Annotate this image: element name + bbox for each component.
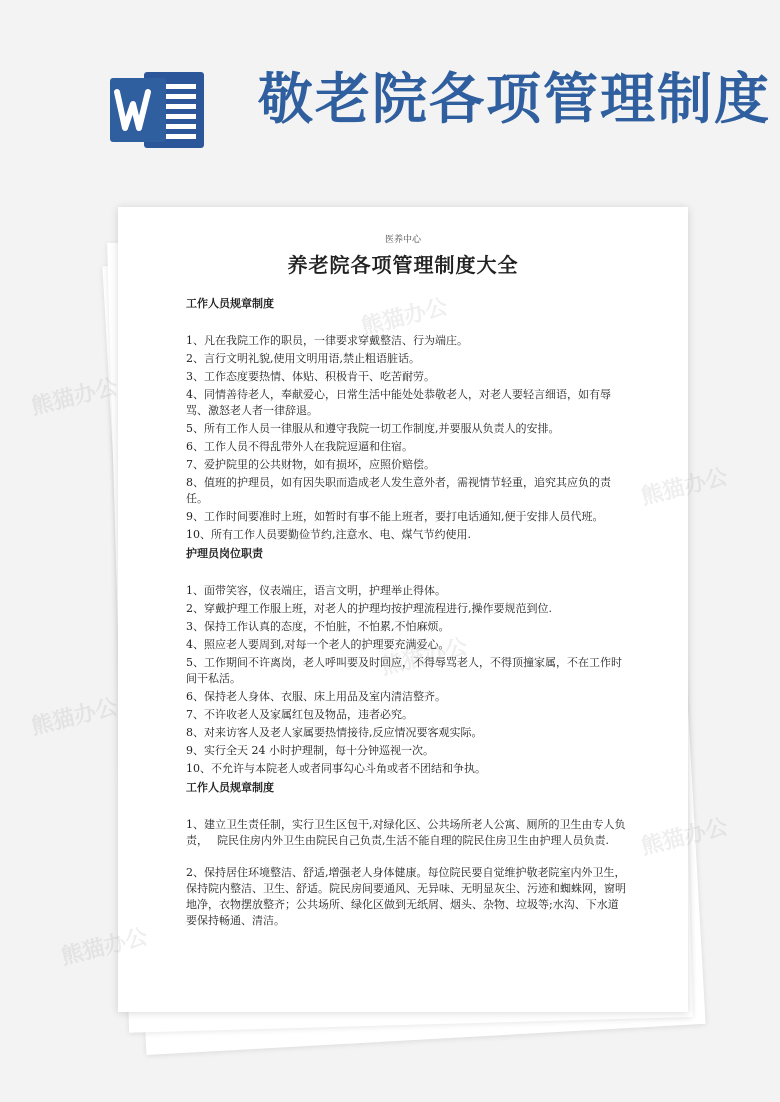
list-item: 5、工作期间不许离岗，老人呼叫要及时回应，不得辱骂老人，不得顶撞家属，不在工作时间干私活。 bbox=[186, 656, 622, 685]
watermark: 熊猫办公 bbox=[28, 694, 121, 741]
banner bbox=[0, 0, 780, 200]
list-item: 8、对来访客人及老人家属要热情接待,反应情况要客观实际。 bbox=[186, 726, 483, 739]
list-item: 2、言行文明礼貌,使用文明用语,禁止粗语脏话。 bbox=[186, 352, 420, 365]
list-item: 3、保持工作认真的态度，不怕脏，不怕累,不怕麻烦。 bbox=[186, 620, 450, 633]
list-item: 9、实行全天 24 小时护理制，每十分钟巡视一次。 bbox=[186, 744, 434, 757]
watermark: 熊猫办公 bbox=[28, 374, 121, 421]
section-hygiene-rules bbox=[186, 779, 626, 945]
list-item: 10、所有工作人员要勤俭节约,注意水、电、煤气节约使用. bbox=[186, 528, 471, 541]
paragraph: 1、建立卫生责任制，实行卫生区包干,对绿化区、公共场所老人公寓、厕所的卫生由专人负责， 院民住房内外卫生由院民自己负责,生活不能自理的院民住房卫生由护理人员负责. bbox=[186, 818, 626, 847]
list-item: 7、不许收老人及家属红包及物品，违者必究。 bbox=[186, 708, 413, 721]
section-heading: 工作人员规章制度 bbox=[186, 297, 274, 310]
list-item: 7、爱护院里的公共财物，如有损坏，应照价赔偿。 bbox=[186, 458, 435, 471]
paragraph: 2、保持居住环境整洁、舒适,增强老人身体健康。每位院民要自觉维护敬老院室内外卫生，保持院内整洁、卫生、舒适。院民房间要通风、无异味、无明显灰尘、污迹和蜘蛛网，窗明地净，衣物摆放整齐；公共场所、绿化区做到无纸屑、烟头、杂物、垃圾等;水沟、下水道要保持畅通、清洁。 bbox=[186, 866, 626, 927]
list-item: 9、工作时间要准时上班，如暂时有事不能上班者，要打电话通知,便于安排人员代班。 bbox=[186, 510, 604, 523]
section-staff-rules bbox=[186, 295, 626, 545]
document-title: 养老院各项管理制度大全 bbox=[287, 253, 519, 277]
list-item: 4、照应老人要周到,对每一个老人的护理要充满爱心。 bbox=[186, 638, 450, 651]
list-item: 6、保持老人身体、衣服、床上用品及室内清洁整齐。 bbox=[186, 690, 446, 703]
list-item: 6、工作人员不得乱带外人在我院逗逼和住宿。 bbox=[186, 440, 413, 453]
banner-title: 敬老院各项管理制度 bbox=[258, 67, 772, 131]
list-item: 4、同情善待老人，奉献爱心，日常生活中能处处恭敬老人，对老人要轻言细语，如有辱骂、激怒老人者一律辞退。 bbox=[186, 388, 611, 417]
list-item: 8、值班的护理员，如有因失职而造成老人发生意外者，需视情节轻重，追究其应负的责任。 bbox=[186, 476, 611, 505]
list-item: 3、工作态度要热情、体贴、积极肯干、吃苦耐劳。 bbox=[186, 370, 435, 383]
word-icon bbox=[108, 68, 208, 152]
list-item: 5、所有工作人员一律服从和遵守我院一切工作制度,并要服从负责人的安排。 bbox=[186, 422, 560, 435]
section-heading: 护理员岗位职责 bbox=[186, 547, 263, 560]
list-item: 1、凡在我院工作的职员，一律要求穿戴整洁、行为端庄。 bbox=[186, 334, 468, 347]
document-page bbox=[118, 207, 688, 1012]
page-header: 医养中心 bbox=[384, 235, 421, 245]
list-item: 10、不允许与本院老人或者同事勾心斗角或者不团结和争执。 bbox=[186, 762, 486, 775]
section-heading: 工作人员规章制度 bbox=[186, 781, 274, 794]
list-item: 2、穿戴护理工作服上班，对老人的护理均按护理流程进行,操作要规范到位. bbox=[186, 602, 552, 615]
section-caregiver-duties bbox=[186, 545, 626, 779]
watermark: 熊猫办公 bbox=[58, 924, 151, 971]
list-item: 1、面带笑容，仪表端庄，语言文明，护理举止得体。 bbox=[186, 584, 446, 597]
